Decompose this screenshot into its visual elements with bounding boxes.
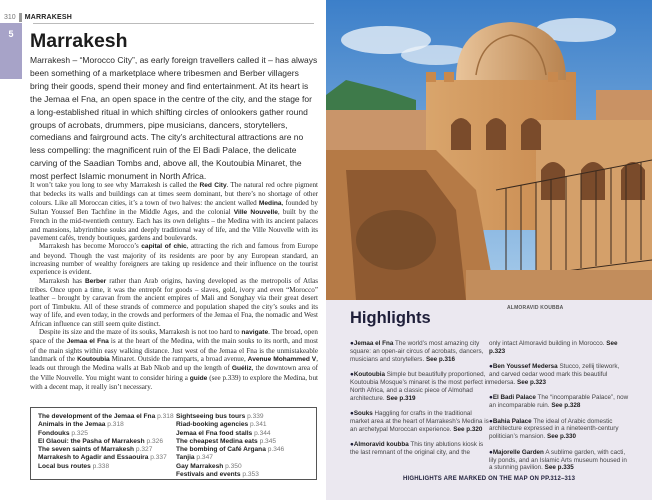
highlight-marker: ● (350, 371, 354, 379)
highlight-item[interactable]: ●Almoravid koubba This tiny ablutions kiosk is the last remnant of the original city, and the (350, 441, 484, 457)
highlight-item[interactable]: ●Koutoubia Simple but beautifully proportioned, Koutoubia Mosque’s minaret is the most perfect in North Africa, and a classic piece of Almohad architecture. See p.319 (350, 371, 490, 402)
highlight-item[interactable]: ●Ben Youssef Medersa Stucco, zellij tilework, and carved cedar wood mark this beautiful medersa. See p.323 (489, 363, 620, 387)
feature-item[interactable]: Festivals and events p.353 (176, 471, 259, 479)
page-title: Marrakesh (30, 30, 128, 52)
highlight-marker: ● (350, 441, 354, 449)
feature-item[interactable]: Animals in the Jemaa p.318 (38, 421, 124, 429)
feature-item[interactable]: The cheapest Medina eats p.345 (176, 437, 277, 445)
feature-item[interactable]: Marrakesh to Agadir and Essaouira p.337 (38, 454, 167, 462)
highlight-item[interactable]: ●Bahia Palace The ideal of Arabic domestic architecture expressed in a nineteenth-century politician’s mansion. See p.330 (489, 417, 619, 441)
header-separator (19, 13, 22, 22)
features-box (30, 407, 317, 480)
page-number: 310 (4, 13, 16, 21)
highlight-marker: ● (489, 394, 493, 402)
features-column-1 (38, 413, 178, 471)
highlight-marker: ● (489, 448, 493, 456)
highlight-marker: ● (350, 410, 354, 418)
highlight-marker: ● (350, 340, 354, 347)
feature-item[interactable]: Tanjia p.347 (176, 454, 213, 462)
body-paragraph-2: Marrakesh has become Morocco’s capital of chic, attracting the rich and famous from Europe and beyond. Though the vast majority of its residents are poor by any European standard, an increasing number of wealthy foreigners are taking up residence and their influence on the tourist experience is evident. (30, 242, 318, 277)
body-paragraph-4: Despite its size and the maze of its souks, Marrakesh is not too hard to navigate. The broad, open space of the Jemaa el Fna is at the heart of the Medina, with the main souks to its north, and most of the main sights within easy walking distance. Just west of the Jemaa el Fna is the unmistakeable landmark of the Koutoubia Minaret. Outside the ramparts, a broad avenue, Avenue Mohammed V, leads out through the Medina walls at Bab Nkob and up the length of Guéliz, the downtown area of the Ville Nouvelle. You might want to consider hiring a guide (see p.339) to explore the Medina, but with a decent map, it really isn’t necessary. (30, 327, 319, 391)
koubba-photo (326, 0, 652, 300)
intro-paragraph: Marrakesh – “Morocco City”, as early foreign travellers called it – has always been something of a marketplace where tribesmen and Berber villagers bring their goods, spend their money and find entertainment. At its heart is the Jemaa el Fna, an open space in the centre of the city, and the stage for a long-established ritual in which shifting circles of onlookers gather round groups of acrobats, drummers, pipe musicians, dancers, storytellers, comedians and fairground acts. The city’s architectural attractions are no less compelling: the magnificent ruin of the El Badi Palace, the delicate carving of the Saadian Tombs and, above all, the Koutoubia Minaret, the most perfect Islamic monument in North Africa. (30, 55, 318, 182)
feature-item[interactable]: Gay Marrakesh p.350 (176, 462, 242, 470)
section-name: MARRAKESH (24, 13, 72, 21)
running-header (4, 11, 72, 23)
header-rule (33, 23, 314, 24)
feature-item[interactable]: The bombing of Café Argana p.346 (176, 446, 285, 454)
feature-item[interactable]: Local bus routes p.338 (38, 462, 110, 470)
highlight-item[interactable]: ●Jemaa el Fna The world’s most amazing city square: an open-air circus of acrobats, dancers, musicians and storytellers. See p.316 (350, 340, 484, 363)
feature-item[interactable]: The seven saints of Marrakesh p.327 (38, 446, 153, 454)
highlights-title: Highlights (350, 309, 431, 327)
feature-item[interactable]: Sightseeing bus tours p.339 (176, 413, 264, 420)
highlights-column-2 (489, 340, 629, 480)
highlight-item-continued[interactable]: only intact Almoravid building in Morocco. See p.323 (489, 340, 618, 355)
feature-item[interactable]: El Glaoui: the Pasha of Marrakesh p.326 (38, 437, 163, 445)
body-paragraph-1: It won’t take you long to see why Marrakesh is called the Red City. The natural red ochre pigment that bedecks its walls and buildings can at times seem dominant, but there’s no shortage of other colours. Like all Moroccan cities, it’s a town of two halves: the ancient walled Medina, founded by Sultan Youssef Ben Tachfine in the Middle Ages, and the colonial Ville Nouvelle, built by the French in the mid-twentieth century. Each has its own delights – the Medina with its ancient palaces and mansions, labyrinthine souks and deeply traditional way of life, and the Ville Nouvelle with its pavement cafés, trendy boutiques, gardens and boulevards. (30, 181, 319, 243)
photo-caption: ALMORAVID KOUBBA (507, 305, 564, 311)
highlight-item[interactable]: ●Souks Haggling for crafts in the traditional market area at the heart of Marrakesh’s Medina is an archetypal Moroccan experience. See p.320 (350, 410, 489, 433)
body-text (30, 181, 318, 391)
highlights-column-1 (350, 340, 490, 464)
feature-item[interactable]: Fondouks p.325 (38, 429, 88, 437)
features-column-2 (176, 413, 316, 479)
feature-item[interactable]: Jemaa el Fna food stalls p.344 (176, 429, 271, 437)
highlight-marker: ● (489, 363, 493, 371)
right-page (326, 0, 652, 500)
feature-item[interactable]: The development of the Jemaa el Fna p.318 (38, 413, 174, 420)
highlight-item[interactable]: ●El Badi Palace The “incomparable Palace”, now an incomparable ruin. See p.328 (489, 394, 629, 410)
chapter-number: 5 (8, 29, 14, 39)
body-paragraph-3: Marrakesh has Berber rather than Arab origins, having developed as the metropolis of Atlas tribes. Once upon a time, it was the entrepôt for goods – slaves, gold, ivory and even “Morocco” leather – brought by caravan from the ancient empires of Mali and Songhay via their great desert port of Timbuktu. All of these strands of commerce and population shaped the city’s souks and its way of life, and even today, in the crowds and performers of the Jemaa el Fna, the nomadic and West African influence can still seem quite distinct. (30, 276, 318, 328)
highlights-footer: HIGHLIGHTS ARE MARKED ON THE MAP ON PP.312–313 (403, 476, 576, 482)
feature-item[interactable]: Riad-booking agencies p.341 (176, 421, 267, 429)
highlight-item[interactable]: ●Majorelle Garden A sublime garden, with cacti, lily ponds, and an Islamic Arts museum housed in a stunning pavilion. See p.335 (489, 448, 627, 472)
chapter-tab (0, 23, 22, 79)
highlight-marker: ● (489, 417, 493, 425)
